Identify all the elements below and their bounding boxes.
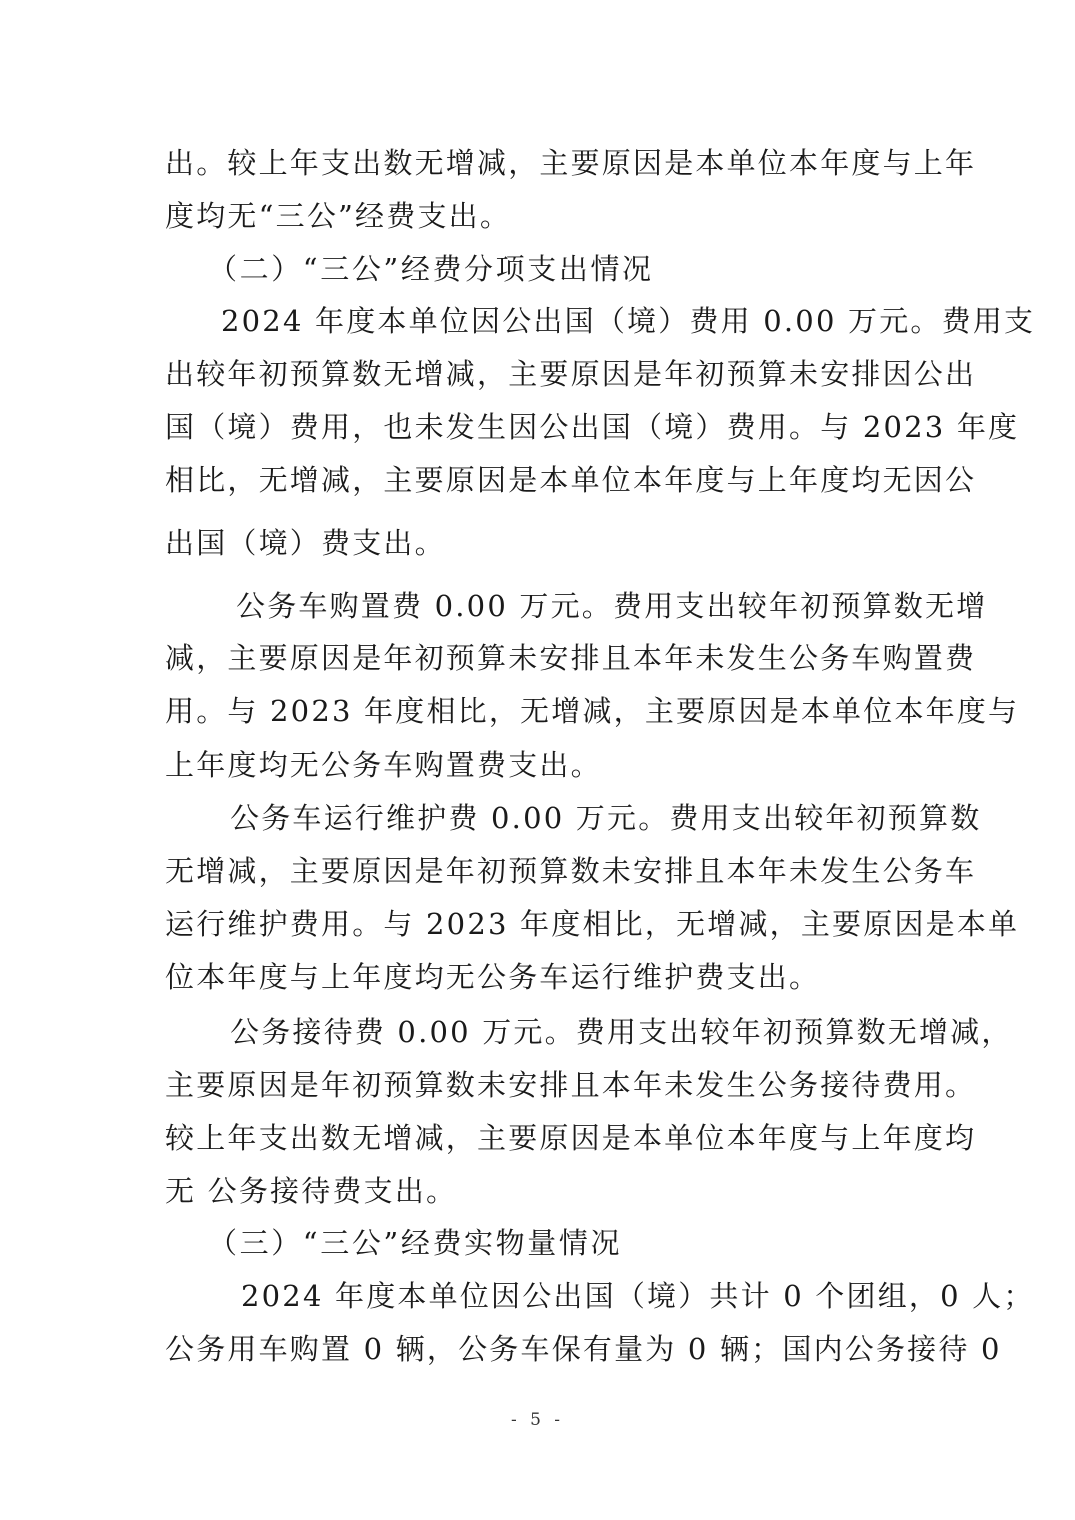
text-line-5: 出较年初预算数无增减，主要原因是年初预算未安排因公出	[165, 357, 977, 391]
text-line-19: 较上年支出数无增减，主要原因是本单位本年度与上年度均	[165, 1121, 977, 1155]
text-line-2: 度均无“三公”经费支出。	[165, 199, 512, 233]
text-line-16: 位本年度与上年度均无公务车运行维护费支出。	[165, 960, 821, 994]
text-line-23: 公务用车购置 0 辆，公务车保有量为 0 辆；国内公务接待 0	[165, 1332, 1002, 1366]
text-line-1: 出。较上年支出数无增减，主要原因是本单位本年度与上年	[165, 146, 977, 180]
text-line-12: 上年度均无公务车购置费支出。	[165, 748, 602, 782]
text-line-10: 减，主要原因是年初预算未安排且本年未发生公务车购置费	[165, 641, 977, 675]
text-line-11: 用。与 2023 年度相比，无增减，主要原因是本单位本年度与	[165, 694, 1020, 728]
text-line-9: 公务车购置费 0.00 万元。费用支出较年初预算数无增	[236, 589, 988, 623]
text-line-13: 公务车运行维护费 0.00 万元。费用支出较年初预算数	[230, 801, 982, 835]
text-line-20: 无 公务接待费支出。	[165, 1174, 458, 1208]
text-line-15: 运行维护费用。与 2023 年度相比，无增减，主要原因是本单	[165, 907, 1020, 941]
text-line-14: 无增减，主要原因是年初预算数未安排且本年未发生公务车	[165, 854, 977, 888]
text-line-17: 公务接待费 0.00 万元。费用支出较年初预算数无增减，	[230, 1015, 1013, 1049]
text-line-22: 2024 年度本单位因公出国（境）共计 0 个团组，0 人；	[241, 1279, 1035, 1313]
text-line-8: 出国（境）费支出。	[165, 526, 446, 560]
section-heading-2: （二）“三公”经费分项支出情况	[208, 252, 654, 286]
section-heading-3: （三）“三公”经费实物量情况	[208, 1226, 623, 1260]
text-line-7: 相比，无增减，主要原因是本单位本年度与上年度均无因公	[165, 463, 977, 497]
text-line-4: 2024 年度本单位因公出国（境）费用 0.00 万元。费用支	[221, 304, 1036, 338]
text-line-18: 主要原因是年初预算数未安排且本年未发生公务接待费用。	[165, 1068, 977, 1102]
page-number: - 5 -	[510, 1410, 565, 1430]
text-line-6: 国（境）费用，也未发生因公出国（境）费用。与 2023 年度	[165, 410, 1020, 444]
